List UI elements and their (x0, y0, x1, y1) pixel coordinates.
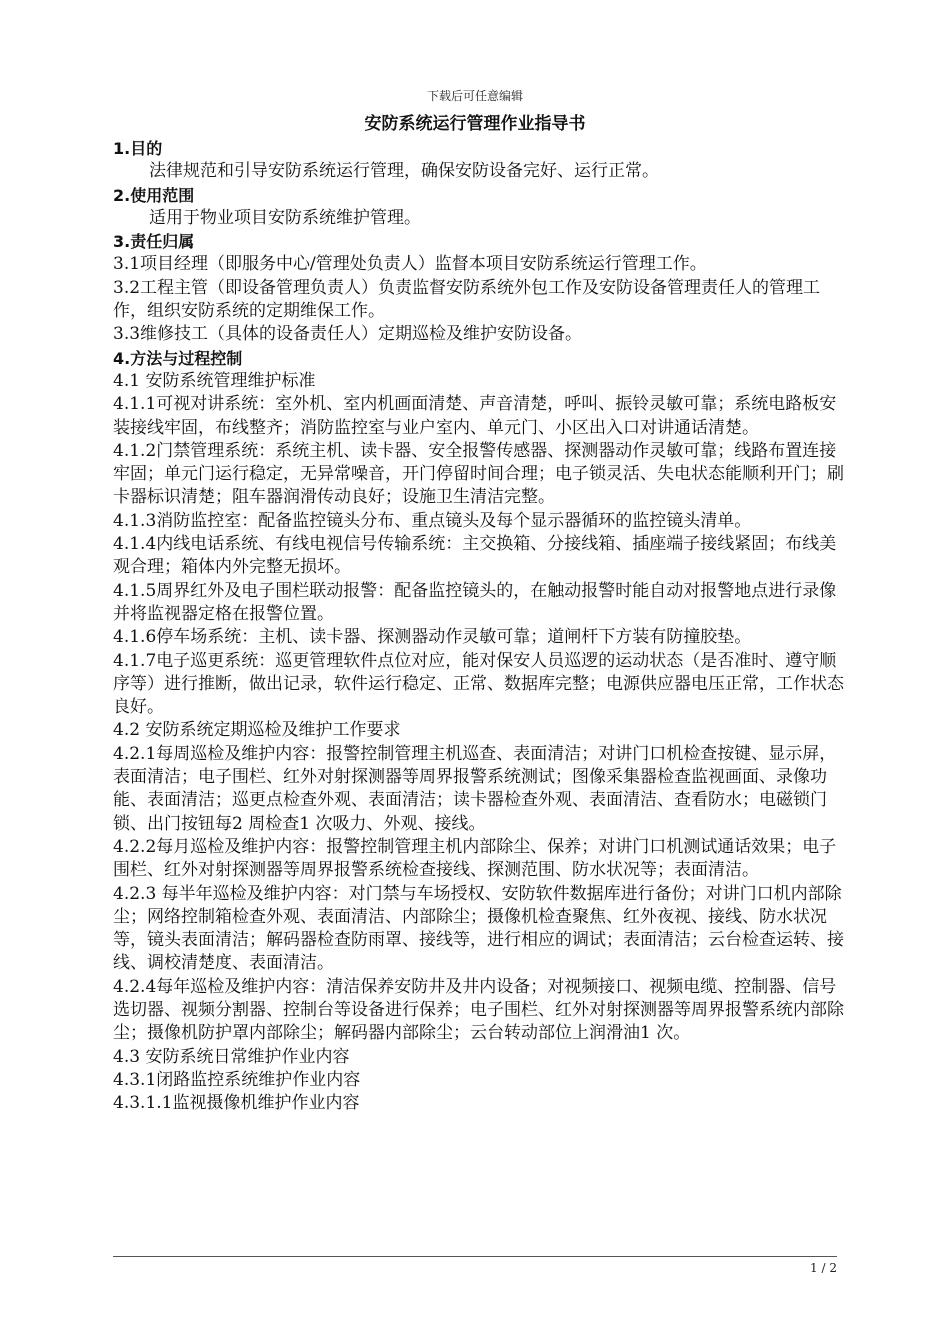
paragraph: 4.3.1闭路监控系统维护作业内容 (113, 1069, 361, 1090)
section-heading-purpose: 1.目的 (113, 139, 163, 158)
paragraph: 法律规范和引导安防系统运行管理，确保安防设备完好、运行正常。 (149, 161, 659, 182)
section-heading-method: 4.方法与过程控制 (113, 348, 243, 368)
paragraph: 4.2.1每周巡检及维护内容：报警控制管理主机巡查、表面清洁；对讲门口机检查按键、显示屏，表面清洁；电子围栏、红外对射探测器等周界报警系统测试；图像采集器检查监视画面、录像功能、表面清洁；巡更点检查外观、表面清洁；读卡器检查外观、表面清洁、查看防水；电磁锁门锁、出门按钮每2 周检查1 次吸力、外观、接线。 (113, 743, 837, 834)
paragraph: 4.2 安防系统定期巡检及维护工作要求 (113, 720, 401, 741)
document-body (113, 137, 853, 1115)
paragraph: 4.1 安防系统管理维护标准 (113, 370, 316, 391)
document-title: 安防系统运行管理作业指导书 (364, 114, 586, 134)
footer-divider (113, 1256, 837, 1257)
paragraph: 4.1.4内线电话系统、有线电视信号传输系统：主交换箱、分接线箱、插座端子接线紧固；布线美观合理；箱体内外完整无损坏。 (113, 534, 837, 578)
section-heading-scope: 2.使用范围 (113, 185, 195, 205)
paragraph: 4.1.6停车场系统：主机、读卡器、探测器动作灵敏可靠；道闸杆下方装有防撞胶垫。 (113, 627, 752, 648)
paragraph: 4.3.1.1监视摄像机维护作业内容 (113, 1093, 360, 1114)
paragraph: 4.1.3消防监控室：配备监控镜头分布、重点镜头及每个显示器循环的监控镜头清单。 (113, 510, 752, 531)
paragraph: 4.1.7电子巡更系统：巡更管理软件点位对应，能对保安人员巡逻的运动状态（是否准时、遵守顺序等）进行推断，做出记录，软件运行稳定、正常、数据库完整；电源供应器电压正常，工作状态良好。 (113, 650, 844, 718)
paragraph: 4.1.2门禁管理系统：系统主机、读卡器、安全报警传感器、探测器动作灵敏可靠；线路布置连接牢固；单元门运行稳定，无异常噪音，开门停留时间合理；电子锁灵活、失电状态能顺利开门；刷卡器标识清楚；阻车器润滑传动良好；设施卫生清洁完整。 (113, 440, 844, 508)
page-number: 1 / 2 (810, 1261, 837, 1275)
paragraph: 3.2工程主管（即设备管理负责人）负责监督安防系统外包工作及安防设备管理责任人的管理工作，组织安防系统的定期维保工作。 (113, 277, 821, 322)
paragraph: 4.2.4每年巡检及维护内容：清洁保养安防井及井内设备；对视频接口、视频电缆、控制器、信号选切器、视频分割器、控制台等设备进行保养；电子围栏、红外对射探测器等周界报警系统内部除尘；摄像机防护罩内部除尘；解码器内部除尘；云台转动部位上润滑油1 次。 (113, 976, 844, 1044)
paragraph: 4.2.3 每半年巡检及维护内容：对门禁与车场授权、安防软件数据库进行备份；对讲门口机内部除尘；网络控制箱检查外观、表面清洁、内部除尘；摄像机检查聚焦、红外夜视、接线、防水状况等，镜头表面清洁；解码器检查防雨罩、接线等，进行相应的调试；表面清洁；云台检查运转、接线、调校清楚度、表面清洁。 (113, 883, 844, 974)
paragraph: 4.3 安防系统日常维护作业内容 (113, 1046, 350, 1067)
paragraph: 适用于物业项目安防系统维护管理。 (149, 207, 421, 228)
paragraph: 4.2.2每月巡检及维护内容：报警控制管理主机内部除尘、保养；对讲门口机测试通话效果；电子围栏、红外对射探测器等周界报警系统检查接线、探测范围、防水状况等；表面清洁。 (113, 836, 837, 881)
paragraph: 4.1.5周界红外及电子围栏联动报警：配备监控镜头的，在触动报警时能自动对报警地点进行录像并将监视器定格在报警位置。 (113, 580, 837, 624)
section-heading-responsibility: 3.责任归属 (113, 232, 195, 252)
paragraph: 3.1项目经理（即服务中心/管理处负责人）监督本项目安防系统运行管理工作。 (113, 254, 707, 275)
paragraph: 3.3维修技工（具体的设备责任人）定期巡检及维护安防设备。 (113, 324, 583, 345)
paragraph: 4.1.1可视对讲系统：室外机、室内机画面清楚、声音清楚，呼叫、振铃灵敏可靠；系统电路板安装接线牢固，布线整齐；消防监控室与业户室内、单元门、小区出入口对讲通话清楚。 (113, 394, 837, 438)
header-note: 下载后可任意编辑 (426, 89, 523, 103)
